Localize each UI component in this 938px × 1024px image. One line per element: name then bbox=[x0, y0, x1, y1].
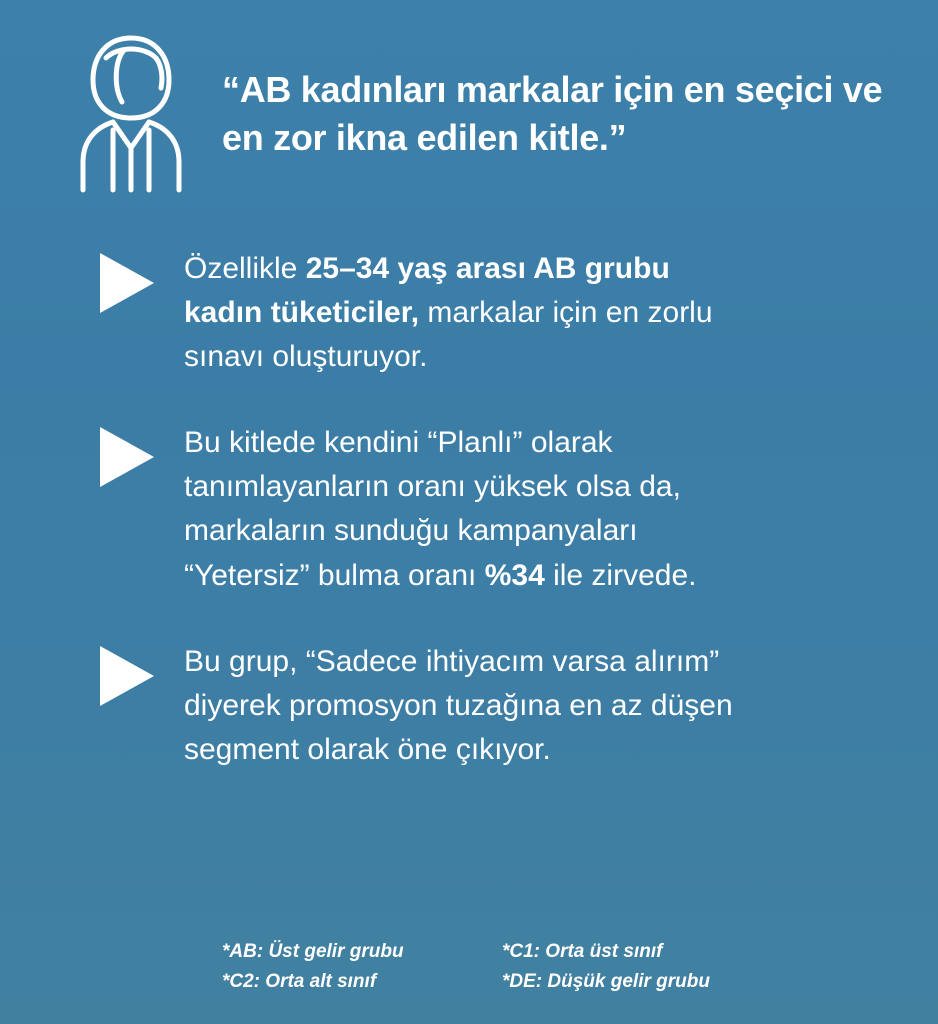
footnote-c2: *C2: Orta alt sınıf bbox=[222, 970, 377, 992]
list-item bbox=[100, 421, 898, 597]
list-item bbox=[100, 640, 898, 772]
bullet-list bbox=[0, 247, 938, 772]
footnote-de: *DE: Düşük gelir grubu bbox=[502, 970, 710, 992]
footnote-row bbox=[222, 967, 822, 996]
footnotes bbox=[222, 937, 822, 996]
footnote-ab: *AB: Üst gelir grubu bbox=[222, 941, 404, 963]
list-item bbox=[100, 247, 898, 379]
play-triangle-icon bbox=[100, 646, 154, 706]
play-triangle-icon bbox=[100, 253, 154, 313]
woman-portrait-icon bbox=[66, 30, 196, 195]
headline: “AB kadınları markalar için en seçici ve en zor ikna edilen kitle.” bbox=[222, 69, 883, 158]
play-triangle-icon bbox=[100, 427, 154, 487]
footnote-row bbox=[222, 937, 822, 966]
bullet-text-2: Bu kitlede kendini “Planlı” olarak tanımlayanların oranı yüksek olsa da, markaların sunduğu kampanyaları “Yetersiz” bulma oranı %34 ile zirvede. bbox=[184, 426, 697, 592]
bullet-text-1: Özellikle 25–34 yaş arası AB grubu kadın tüketiciler, markalar için en zorlu sınavı oluşturuyor. bbox=[184, 252, 713, 374]
header bbox=[0, 0, 938, 195]
footnote-c1: *C1: Orta üst sınıf bbox=[502, 941, 663, 963]
bullet-text-3: Bu grup, “Sadece ihtiyacım varsa alırım” diyerek promosyon tuzağına en az düşen segment olarak öne çıkıyor. bbox=[184, 644, 733, 766]
